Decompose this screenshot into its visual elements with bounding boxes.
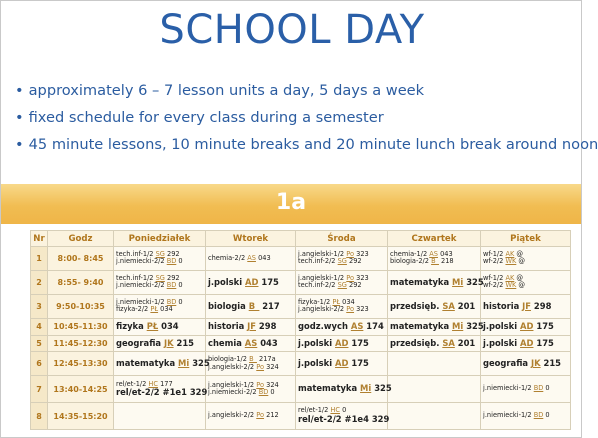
- lesson-cell: [206, 294, 296, 318]
- subject-name: matematyka: [298, 383, 358, 394]
- room-number: 0: [342, 406, 347, 415]
- subject-name: j.polski: [483, 337, 518, 348]
- subject-name: chemia: [208, 337, 242, 348]
- subject-name: geografia: [483, 358, 529, 369]
- teacher-link[interactable]: B_: [249, 355, 257, 364]
- subject-name: j.angielski-2/2: [208, 411, 255, 420]
- header-poniedzialek: Poniedziałek: [114, 231, 206, 247]
- room-number: 043: [440, 249, 453, 258]
- class-banner: [1, 184, 581, 224]
- lesson-cell: [114, 335, 206, 352]
- teacher-link[interactable]: BD: [166, 297, 177, 306]
- lesson-entry: [483, 412, 568, 420]
- subject-name: historia: [208, 320, 245, 331]
- room-number: 298: [533, 300, 552, 311]
- subject-name: fizyka-2/2: [116, 305, 149, 314]
- lesson-cell: [296, 294, 388, 318]
- lesson-entry: [390, 320, 484, 332]
- room-number: 325: [466, 320, 484, 331]
- lesson-number: 2: [31, 270, 48, 294]
- lesson-cell: [206, 403, 296, 430]
- lesson-entry: [298, 306, 385, 314]
- lesson-entry: [483, 385, 568, 393]
- teacher-link[interactable]: SG: [337, 257, 347, 266]
- teacher-link[interactable]: AK: [505, 273, 515, 282]
- lesson-cell: [481, 270, 571, 294]
- room-number: 217: [262, 300, 280, 311]
- lesson-time: 12:45-13:30: [48, 352, 114, 376]
- lesson-cell: [388, 318, 484, 335]
- subject-name: fizyka-1/2: [298, 297, 331, 306]
- teacher-link[interactable]: SG: [155, 273, 165, 282]
- teacher-link[interactable]: Po: [346, 273, 355, 282]
- lesson-entry: [208, 389, 293, 397]
- subject-name: tech.inf-1/2: [116, 273, 154, 282]
- subject-name: tech.inf-1/2: [116, 249, 154, 258]
- subject-name: j.polski: [483, 320, 518, 331]
- subject-name: wf-2/2: [483, 257, 504, 266]
- teacher-link[interactable]: Po: [256, 380, 265, 389]
- lesson-entry: [298, 322, 385, 332]
- lesson-entry: [483, 322, 568, 332]
- teacher-link[interactable]: AD: [520, 337, 534, 348]
- subject-name: rel/et-2/2: [116, 387, 160, 398]
- class-title: 1a: [275, 190, 307, 215]
- subject-name: rel/et-1/2: [116, 379, 147, 388]
- lesson-entry: [390, 276, 484, 288]
- teacher-link[interactable]: B_: [431, 257, 439, 266]
- teacher-link[interactable]: Mi: [360, 383, 372, 394]
- teacher-link[interactable]: AS: [350, 320, 364, 331]
- room-number: 175: [261, 276, 279, 287]
- room-number: 292: [167, 273, 180, 282]
- room-number: @: [516, 273, 524, 282]
- subject-name: j.angielski-1/2: [298, 273, 345, 282]
- lesson-entry: [208, 364, 293, 372]
- subject-name: rel/et-1/2: [298, 406, 329, 415]
- lesson-cell: [114, 403, 206, 430]
- lesson-cell: [296, 376, 392, 403]
- subject-name: fizyka: [116, 320, 144, 331]
- room-number: 218: [441, 257, 454, 266]
- lesson-entry: [390, 258, 478, 266]
- lesson-entry: [298, 282, 385, 290]
- lesson-entry: [116, 339, 203, 349]
- room-number: 323: [356, 249, 369, 258]
- lesson-cell: [481, 294, 571, 318]
- room-number: 0: [270, 388, 275, 397]
- teacher-link[interactable]: Mi: [178, 358, 190, 369]
- subject-name: godz.wych: [298, 320, 348, 331]
- lesson-cell: [388, 270, 484, 294]
- room-number: 323: [356, 273, 369, 282]
- lesson-cell: [388, 247, 481, 271]
- lesson-cell: [114, 318, 206, 335]
- room-number: 034: [160, 305, 173, 314]
- lesson-cell: [296, 247, 388, 271]
- room-number: 292: [167, 249, 180, 258]
- lesson-cell: [388, 294, 481, 318]
- room-number: 043: [260, 337, 278, 348]
- room-number: 175: [351, 337, 369, 348]
- lesson-cell: [481, 352, 571, 376]
- lesson-cell: [296, 352, 388, 376]
- subject-name: chemia-1/2: [390, 249, 428, 258]
- subject-name: j.polski: [298, 358, 333, 369]
- subject-name: j.niemiecki-2/2: [116, 257, 165, 266]
- teacher-link[interactable]: AD: [335, 358, 349, 369]
- teacher-link[interactable]: JF: [247, 320, 256, 331]
- room-number: 175: [351, 358, 369, 369]
- lesson-entry: [390, 339, 478, 349]
- lesson-cell: [481, 335, 571, 352]
- lesson-number: 7: [31, 376, 48, 403]
- teacher-link[interactable]: Po: [346, 305, 355, 314]
- table-row: [31, 270, 571, 294]
- lesson-time: 10:45-11:30: [48, 318, 114, 335]
- lesson-entry: [208, 322, 293, 332]
- bullet-item: • fixed schedule for every class during a semester: [15, 104, 575, 131]
- subject-name: j.angielski-1/2: [298, 249, 345, 258]
- header-piatek: Piątek: [481, 231, 571, 247]
- subject-name: wf-1/2: [483, 273, 504, 282]
- teacher-link[interactable]: PŁ: [150, 305, 159, 314]
- room-number: 0: [178, 297, 183, 306]
- header-sroda: Środa: [296, 231, 388, 247]
- room-number: @: [516, 249, 524, 258]
- subject-name: j.niemiecki-1/2: [116, 297, 165, 306]
- room-number: 292: [349, 257, 362, 266]
- table-row: [31, 403, 571, 430]
- subject-name: j.polski: [298, 337, 333, 348]
- room-number: 324: [266, 362, 279, 371]
- lesson-cell: [206, 247, 296, 271]
- teacher-link[interactable]: PŁ: [146, 320, 159, 331]
- subject-name: biologia-2/2: [390, 257, 429, 266]
- teacher-link[interactable]: Mi: [452, 320, 464, 331]
- table-row: [31, 335, 571, 352]
- lesson-entry: [116, 322, 203, 332]
- teacher-link[interactable]: AS: [244, 337, 258, 348]
- teacher-link[interactable]: Po: [256, 411, 265, 420]
- lesson-entry: [483, 359, 568, 369]
- lesson-entry: [298, 258, 385, 266]
- lesson-entry: [208, 412, 293, 420]
- lesson-cell: [388, 376, 481, 403]
- lesson-cell: [296, 403, 388, 430]
- subject-name: j.angielski-1/2: [208, 380, 255, 389]
- lesson-cell: [206, 352, 296, 376]
- subject-name: j.niemiecki-2/2: [208, 388, 257, 397]
- header-godz: Godz: [48, 231, 114, 247]
- room-number: 034: [161, 320, 179, 331]
- lesson-time: 8:00- 8:45: [48, 247, 114, 271]
- room-number: #1e1 329: [162, 387, 208, 398]
- lesson-number: 8: [31, 403, 48, 430]
- teacher-link[interactable]: JF: [522, 300, 531, 311]
- subject-name: biologia: [208, 300, 246, 311]
- room-number: @: [518, 257, 526, 266]
- subject-name: biologia-1/2: [208, 355, 247, 364]
- lesson-entry: [298, 359, 385, 369]
- teacher-link[interactable]: BD: [166, 257, 177, 266]
- subject-name: j.angielski-2/2: [208, 362, 255, 371]
- lesson-cell: [114, 352, 210, 376]
- room-number: 212: [266, 411, 279, 420]
- teacher-link[interactable]: B_: [248, 300, 260, 311]
- room-number: 325: [374, 383, 392, 394]
- subject-name: j.niemiecki-1/2: [483, 384, 532, 393]
- table-row: [31, 294, 571, 318]
- lesson-number: 5: [31, 335, 48, 352]
- lesson-cell: [296, 335, 388, 352]
- lesson-cell: [296, 270, 388, 294]
- lesson-entry: [483, 258, 568, 266]
- subject-name: matematyka: [116, 358, 176, 369]
- lesson-number: 4: [31, 318, 48, 335]
- lesson-entry: [483, 339, 568, 349]
- lesson-cell: [114, 247, 206, 271]
- lesson-cell: [388, 403, 481, 430]
- subject-name: rel/et-2/2: [298, 414, 342, 425]
- room-number: 043: [258, 253, 271, 262]
- subject-name: przedsięb.: [390, 300, 440, 311]
- room-number: 0: [178, 281, 183, 290]
- teacher-link[interactable]: HC: [330, 406, 340, 415]
- subject-name: tech.inf-2/2: [298, 281, 336, 290]
- teacher-link[interactable]: AS: [247, 253, 256, 262]
- teacher-link[interactable]: WK: [505, 257, 517, 266]
- subject-name: chemia-2/2: [208, 253, 246, 262]
- room-number: 298: [258, 320, 277, 331]
- lesson-entry: [208, 339, 293, 349]
- lesson-cell: [206, 376, 296, 403]
- room-number: 175: [536, 320, 554, 331]
- subject-name: matematyka: [390, 320, 450, 331]
- lesson-cell: [481, 318, 571, 335]
- teacher-link[interactable]: JK: [164, 337, 174, 348]
- subject-name: historia: [483, 300, 520, 311]
- room-number: 201: [457, 337, 476, 348]
- subject-name: matematyka: [390, 276, 450, 287]
- table-row: [31, 376, 571, 403]
- lesson-cell: [296, 318, 388, 335]
- room-number: 201: [457, 300, 476, 311]
- lesson-time: 9:50-10:35: [48, 294, 114, 318]
- lesson-time: 14:35-15:20: [48, 403, 114, 430]
- room-number: 217a: [259, 355, 276, 364]
- room-number: 292: [349, 281, 362, 290]
- bullet-item: • 45 minute lessons, 10 minute breaks and 20 minute lunch break around noon: [15, 131, 575, 158]
- teacher-link[interactable]: AD: [245, 276, 259, 287]
- teacher-link[interactable]: BD: [533, 411, 544, 420]
- lesson-entry: [116, 258, 203, 266]
- room-number: @: [518, 281, 526, 290]
- teacher-link[interactable]: AD: [335, 337, 349, 348]
- lesson-entry: [208, 255, 293, 263]
- header-nr: Nr: [31, 231, 48, 247]
- lesson-cell: [206, 270, 296, 294]
- lesson-time: 11:45-12:30: [48, 335, 114, 352]
- subject-name: tech.inf-2/2: [298, 257, 336, 266]
- lesson-time: 8:55- 9:40: [48, 270, 114, 294]
- lesson-entry: [298, 414, 390, 425]
- room-number: 0: [178, 257, 183, 266]
- lesson-number: 3: [31, 294, 48, 318]
- teacher-link[interactable]: SA: [442, 337, 455, 348]
- lesson-entry: [116, 306, 203, 314]
- lesson-number: 1: [31, 247, 48, 271]
- lesson-cell: [206, 335, 296, 352]
- teacher-link[interactable]: HC: [148, 379, 158, 388]
- lesson-entry: [116, 387, 208, 398]
- table-row: [31, 247, 571, 271]
- room-number: #1e4 329: [344, 414, 390, 425]
- lesson-entry: [483, 302, 568, 312]
- lesson-cell: [114, 294, 206, 318]
- lesson-time: 13:40-14:25: [48, 376, 114, 403]
- room-number: 0: [545, 384, 550, 393]
- teacher-link[interactable]: BD: [258, 388, 269, 397]
- teacher-link[interactable]: JK: [531, 358, 541, 369]
- teacher-link[interactable]: SG: [155, 249, 165, 258]
- lesson-entry: [116, 282, 203, 290]
- schedule-table: [30, 230, 571, 430]
- lesson-entry: [483, 282, 568, 290]
- teacher-link[interactable]: AS: [429, 249, 438, 258]
- teacher-link[interactable]: BD: [166, 281, 177, 290]
- teacher-link[interactable]: Mi: [452, 276, 464, 287]
- room-number: 0: [545, 411, 550, 420]
- lesson-entry: [208, 278, 293, 288]
- table-row: [31, 352, 571, 376]
- subject-name: j.niemiecki-1/2: [483, 411, 532, 420]
- lesson-cell: [481, 403, 571, 430]
- teacher-link[interactable]: BD: [533, 384, 544, 393]
- room-number: 323: [356, 305, 369, 314]
- lesson-number: 6: [31, 352, 48, 376]
- room-number: 324: [266, 380, 279, 389]
- subject-name: przedsięb.: [390, 337, 440, 348]
- schedule-header-row: [31, 231, 571, 247]
- teacher-link[interactable]: WK: [505, 281, 517, 290]
- lesson-entry: [298, 339, 385, 349]
- lesson-cell: [481, 247, 571, 271]
- subject-name: wf-1/2: [483, 249, 504, 258]
- teacher-link[interactable]: Po: [346, 249, 355, 258]
- lesson-cell: [388, 352, 481, 376]
- lesson-entry: [208, 302, 293, 312]
- teacher-link[interactable]: AK: [505, 249, 515, 258]
- subject-name: j.polski: [208, 276, 243, 287]
- bullet-item: • approximately 6 – 7 lesson units a day, 5 days a week: [15, 77, 575, 104]
- lesson-cell: [114, 376, 206, 403]
- room-number: 175: [536, 337, 554, 348]
- teacher-link[interactable]: SG: [337, 281, 347, 290]
- lesson-cell: [481, 376, 571, 403]
- slide-title: SCHOOL DAY: [159, 7, 425, 53]
- subject-name: j.niemiecki-2/2: [116, 281, 165, 290]
- lesson-cell: [114, 270, 206, 294]
- teacher-link[interactable]: AD: [520, 320, 534, 331]
- lesson-entry: [298, 383, 392, 394]
- subject-name: j.angielski-2/2: [298, 305, 345, 314]
- teacher-link[interactable]: SA: [442, 300, 455, 311]
- room-number: 034: [342, 297, 355, 306]
- table-row: [31, 318, 571, 335]
- lesson-entry: [390, 302, 478, 312]
- teacher-link[interactable]: PŁ: [332, 297, 341, 306]
- lesson-cell: [206, 318, 296, 335]
- room-number: 174: [366, 320, 384, 331]
- room-number: 177: [160, 379, 173, 388]
- header-czwartek: Czwartek: [388, 231, 481, 247]
- subject-name: wf-2/2: [483, 281, 504, 290]
- header-wtorek: Wtorek: [206, 231, 296, 247]
- lesson-cell: [388, 335, 481, 352]
- room-number: 215: [176, 337, 195, 348]
- lesson-entry: [116, 358, 210, 369]
- room-number: 325: [466, 276, 484, 287]
- room-number: 215: [543, 358, 562, 369]
- subject-name: geografia: [116, 337, 162, 348]
- room-number: 325: [192, 358, 210, 369]
- teacher-link[interactable]: Po: [256, 362, 265, 371]
- bullet-list: [15, 77, 598, 158]
